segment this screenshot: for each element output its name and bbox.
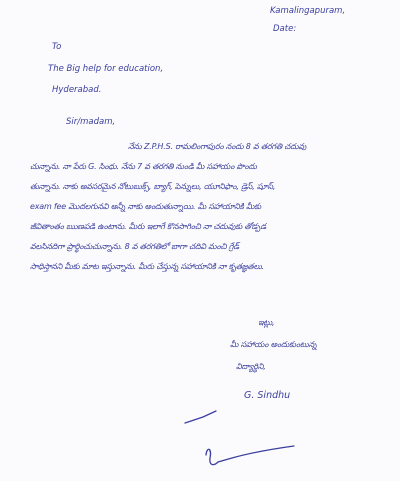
salutation: Sir/madam, <box>66 117 116 127</box>
body-line: exam fee మొదలగునవి అన్నీ నాకు అందుతున్నాయి. మీ సహాయానికి మీకు <box>30 202 261 211</box>
recipient-city: Hyderabad. <box>52 85 102 95</box>
body-line: సాధిస్తానని మీకు మాట ఇస్తున్నాను. మీరు చేస్తున్న సహాయానికి నా కృతజ్ఞతలు. <box>30 262 265 271</box>
recipient-name: The Big help for education, <box>48 64 164 74</box>
closing-line: మీ సహాయం అందుకుంటున్న <box>230 340 317 349</box>
body-line: వలసినదిగా ప్రార్థించుచున్నాను. 8 వ తరగతిలో బాగా చదివి మంచి గ్రేడ్ <box>30 242 239 251</box>
signatory-name: G. Sindhu <box>244 390 291 401</box>
closing-line: విద్యార్థిని, <box>236 362 266 371</box>
date-label: Date: <box>273 24 297 34</box>
closing-text: ఇట్లు, <box>258 318 275 327</box>
body-line: తున్నాను. నాకు అవసరమైన నోటుబుక్స్, బ్యాగ్, పెన్నులు, యూనిఫాం, డ్రెస్, షూస్, <box>30 182 276 191</box>
to-label: To <box>52 42 62 52</box>
place-text: Kamalingapuram, <box>270 6 346 16</box>
body-line: జీవితాంతం ఋణపడి ఉంటాను. మీరు ఇలాగే కొనసాగించి నా చదువుకు తోడ్పడ <box>30 222 266 231</box>
pen-stroke-mark <box>185 411 216 423</box>
body-line: నేను Z.P.H.S. రామలింగాపురం నందు 8 వ తరగతి చదువు <box>128 142 307 151</box>
body-line: చున్నాను. నా పేరు G. సింధు. నేను 7 వ తరగతి నుండి మీ సహాయం పొందు <box>30 162 257 171</box>
signature-scribble <box>206 446 294 465</box>
